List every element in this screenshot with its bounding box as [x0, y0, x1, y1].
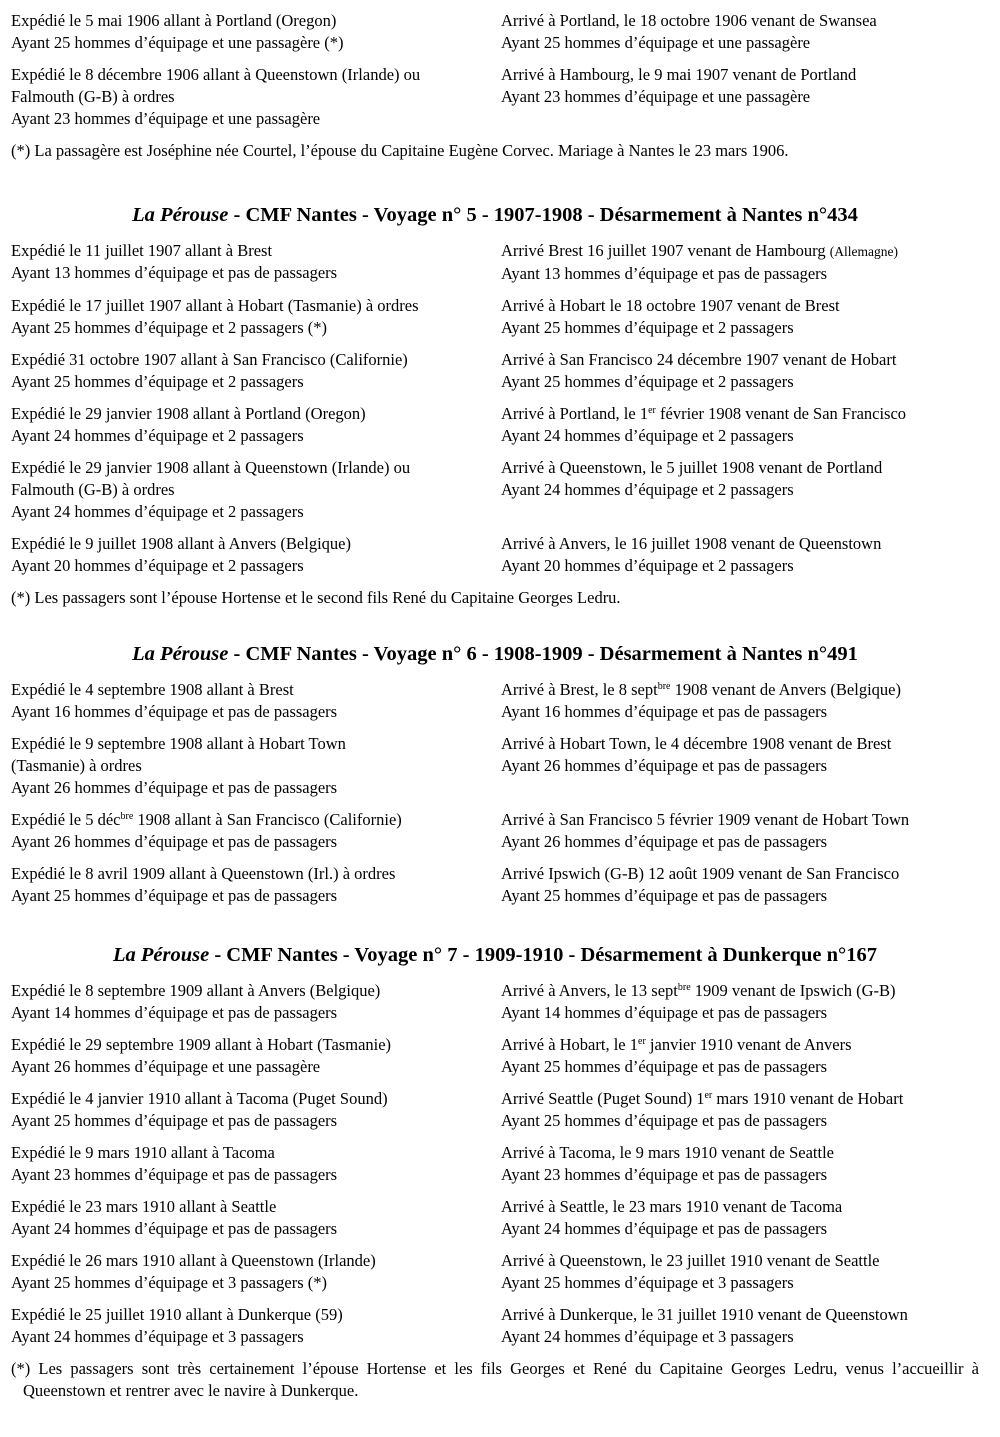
departure-column: [11, 457, 501, 523]
abbrev-superscript: bre: [120, 811, 134, 822]
crew-line: Ayant 24 hommes d’équipage et 2 passagers: [11, 426, 304, 445]
crew-line: Ayant 25 hommes d’équipage et 2 passagers: [501, 372, 794, 391]
voyage-entry: [11, 1088, 979, 1132]
departure-column: [11, 349, 501, 393]
voyage-title-text: - CMF Nantes - Voyage n° 7 - 1909-1910 - Désarmement à Dunkerque n°167: [209, 944, 878, 966]
arrival-column: [501, 809, 979, 853]
abbrev-superscript: bre: [677, 982, 691, 993]
crew-line: Ayant 20 hommes d’équipage et 2 passagers: [11, 556, 304, 575]
departure-text: Expédié le 5 déc: [11, 810, 121, 829]
voyage-entry: [11, 533, 979, 577]
departure-line: Expédié le 29 septembre 1909 allant à Hobart (Tasmanie): [11, 1035, 392, 1054]
departure-line: Expédié le 26 mars 1910 allant à Queenstown (Irlande): [11, 1251, 376, 1270]
arrival-column: [501, 733, 979, 799]
crew-line: Ayant 13 hommes d’équipage et pas de passagers: [501, 264, 828, 283]
voyage-title-text: - CMF Nantes - Voyage n° 5 - 1907-1908 - Désarmement à Nantes n°434: [228, 204, 858, 226]
crew-line: Ayant 25 hommes d’équipage et pas de passagers: [501, 1111, 828, 1130]
voyage-7-section: [11, 942, 979, 1402]
departure-line: Falmouth (G-B) à ordres: [11, 87, 175, 106]
arrival-line: [501, 679, 979, 701]
arrival-text: Arrivé Brest 16 juillet 1907 venant de Hambourg: [501, 241, 830, 260]
voyage-entry: [11, 1250, 979, 1294]
voyage-entry: [11, 457, 979, 523]
voyage-title: [11, 942, 979, 968]
departure-line: Expédié le 8 septembre 1909 allant à Anvers (Belgique): [11, 981, 381, 1000]
voyage-entry: [11, 1304, 979, 1348]
arrival-country: (Allemagne): [829, 244, 898, 259]
crew-line: Ayant 24 hommes d’équipage et pas de passagers: [501, 1219, 828, 1238]
departure-line: Falmouth (G-B) à ordres: [11, 480, 175, 499]
arrival-column: [501, 980, 979, 1024]
departure-line: Expédié le 9 septembre 1908 allant à Hobart Town: [11, 734, 346, 753]
voyage-6-section: [11, 641, 979, 917]
ordinal-superscript: er: [638, 1036, 646, 1047]
arrival-line: [501, 403, 979, 425]
departure-line: [11, 809, 501, 831]
crew-line: Ayant 26 hommes d’équipage et pas de passagers: [11, 778, 338, 797]
arrival-column: [501, 1034, 979, 1078]
voyage-entry: [11, 679, 979, 723]
departure-line: Expédié le 29 janvier 1908 allant à Queenstown (Irlande) ou: [11, 458, 411, 477]
arrival-line: Arrivé Ipswich (G-B) 12 août 1909 venant de San Francisco: [501, 864, 900, 883]
departure-column: [11, 240, 501, 285]
departure-line: Expédié le 23 mars 1910 allant à Seattle: [11, 1197, 277, 1216]
crew-line: Ayant 14 hommes d’équipage et pas de passagers: [501, 1003, 828, 1022]
voyage-4-continuation: [11, 10, 979, 162]
departure-line: Expédié le 25 juillet 1910 allant à Dunkerque (59): [11, 1305, 343, 1324]
voyage-entry: [11, 809, 979, 853]
voyage-entry: [11, 1196, 979, 1240]
crew-line: Ayant 25 hommes d’équipage et pas de passagers: [501, 886, 828, 905]
ship-name: La Pérouse: [132, 204, 229, 226]
departure-column: [11, 1034, 501, 1078]
arrival-line: [501, 1034, 979, 1056]
departure-column: [11, 403, 501, 447]
crew-line: Ayant 26 hommes d’équipage et pas de passagers: [11, 832, 338, 851]
crew-line: Ayant 24 hommes d’équipage et 3 passagers: [11, 1327, 304, 1346]
arrival-column: [501, 1304, 979, 1348]
arrival-line: Arrivé à Seattle, le 23 mars 1910 venant de Tacoma: [501, 1197, 843, 1216]
voyage-title: [11, 202, 979, 228]
arrival-line: Arrivé à Anvers, le 16 juillet 1908 venant de Queenstown: [501, 534, 882, 553]
crew-line: Ayant 26 hommes d’équipage et pas de passagers: [501, 756, 828, 775]
arrival-column: [501, 533, 979, 577]
departure-column: [11, 1196, 501, 1240]
crew-line: Ayant 24 hommes d’équipage et pas de passagers: [11, 1219, 338, 1238]
crew-line: Ayant 23 hommes d’équipage et une passagère: [501, 87, 811, 106]
voyage-entry: [11, 980, 979, 1024]
footnote: (*) Les passagers sont très certainement l’épouse Hortense et les fils Georges et René du Capitaine Georges Ledru, venus l’accueillir à Queenstown et rentrer avec le navire à Dunkerque.: [11, 1359, 979, 1400]
departure-column: [11, 533, 501, 577]
crew-line: Ayant 25 hommes d’équipage et pas de passagers: [11, 1111, 338, 1130]
departure-line: Expédié le 4 septembre 1908 allant à Brest: [11, 680, 294, 699]
arrival-text: 1909 venant de Ipswich (G-B): [690, 981, 896, 1000]
voyage-entry: [11, 295, 979, 339]
arrival-text: janvier 1910 venant de Anvers: [645, 1035, 852, 1054]
departure-column: [11, 1142, 501, 1186]
arrival-text: 1908 venant de Anvers (Belgique): [670, 680, 901, 699]
departure-column: [11, 980, 501, 1024]
crew-line: Ayant 24 hommes d’équipage et 2 passagers: [501, 426, 794, 445]
departure-column: [11, 10, 501, 54]
departure-line: Expédié le 8 avril 1909 allant à Queenstown (Irl.) à ordres: [11, 864, 396, 883]
arrival-line: Arrivé à Dunkerque, le 31 juillet 1910 venant de Queenstown: [501, 1305, 908, 1324]
crew-line: Ayant 25 hommes d’équipage et 3 passagers (*): [11, 1273, 328, 1292]
arrival-text: Arrivé à Hobart, le 1: [501, 1035, 638, 1054]
arrival-column: [501, 295, 979, 339]
crew-line: Ayant 25 hommes d’équipage et une passagère: [501, 33, 811, 52]
arrival-line: Arrivé à Hobart Town, le 4 décembre 1908 venant de Brest: [501, 734, 892, 753]
departure-column: [11, 64, 501, 130]
crew-line: Ayant 25 hommes d’équipage et pas de passagers: [11, 886, 338, 905]
voyage-title: [11, 641, 979, 667]
arrival-text: mars 1910 venant de Hobart: [712, 1089, 904, 1108]
arrival-column: [501, 1142, 979, 1186]
arrival-column: [501, 403, 979, 447]
abbrev-superscript: bre: [657, 681, 671, 692]
arrival-column: [501, 10, 979, 54]
voyage-entry: [11, 403, 979, 447]
arrival-text: Arrivé à Portland, le 1: [501, 404, 649, 423]
arrival-line: [501, 980, 979, 1002]
crew-line: Ayant 16 hommes d’équipage et pas de passagers: [501, 702, 828, 721]
crew-line: Ayant 23 hommes d’équipage et pas de passagers: [11, 1165, 338, 1184]
departure-column: [11, 679, 501, 723]
departure-line: Expédié le 5 mai 1906 allant à Portland (Oregon): [11, 11, 337, 30]
arrival-column: [501, 679, 979, 723]
crew-line: Ayant 24 hommes d’équipage et 3 passagers: [501, 1327, 794, 1346]
arrival-column: [501, 64, 979, 130]
voyage-entry: [11, 349, 979, 393]
arrival-line: Arrivé à Portland, le 18 octobre 1906 venant de Swansea: [501, 11, 877, 30]
voyage-entry: [11, 733, 979, 799]
crew-line: Ayant 26 hommes d’équipage et pas de passagers: [501, 832, 828, 851]
crew-line: Ayant 23 hommes d’équipage et pas de passagers: [501, 1165, 828, 1184]
voyage-entry: [11, 863, 979, 907]
crew-line: Ayant 14 hommes d’équipage et pas de passagers: [11, 1003, 338, 1022]
arrival-text: février 1908 venant de San Francisco: [655, 404, 907, 423]
departure-line: Expédié le 17 juillet 1907 allant à Hobart (Tasmanie) à ordres: [11, 296, 419, 315]
footnote: (*) Les passagers sont l’épouse Hortense et le second fils René du Capitaine Georges Ledru.: [11, 588, 621, 607]
arrival-column: [501, 1196, 979, 1240]
ordinal-superscript: er: [704, 1090, 713, 1101]
crew-line: Ayant 24 hommes d’équipage et 2 passagers: [501, 480, 794, 499]
footnote: (*) La passagère est Joséphine née Courtel, l’épouse du Capitaine Eugène Corvec. Mariage à Nantes le 23 mars 1906.: [11, 141, 789, 160]
arrival-column: [501, 1088, 979, 1132]
arrival-column: [501, 349, 979, 393]
departure-line: Expédié le 29 janvier 1908 allant à Portland (Oregon): [11, 404, 366, 423]
arrival-column: [501, 863, 979, 907]
arrival-text: Arrivé à Anvers, le 13 sept: [501, 981, 678, 1000]
departure-line: Expédié le 4 janvier 1910 allant à Tacoma (Puget Sound): [11, 1089, 388, 1108]
departure-column: [11, 1250, 501, 1294]
arrival-column: [501, 1250, 979, 1294]
arrival-column: [501, 240, 979, 285]
departure-line: Expédié 31 octobre 1907 allant à San Francisco (Californie): [11, 350, 408, 369]
arrival-line: Arrivé à Queenstown, le 5 juillet 1908 venant de Portland: [501, 458, 883, 477]
departure-line: Expédié le 9 juillet 1908 allant à Anvers (Belgique): [11, 534, 351, 553]
arrival-line: Arrivé à Tacoma, le 9 mars 1910 venant de Seattle: [501, 1143, 835, 1162]
departure-line: (Tasmanie) à ordres: [11, 756, 142, 775]
departure-column: [11, 295, 501, 339]
arrival-column: [501, 457, 979, 523]
crew-line: Ayant 26 hommes d’équipage et une passagère: [11, 1057, 321, 1076]
crew-line: Ayant 25 hommes d’équipage et une passagère (*): [11, 33, 344, 52]
arrival-text: Arrivé à Brest, le 8 sept: [501, 680, 658, 699]
crew-line: Ayant 25 hommes d’équipage et pas de passagers: [501, 1057, 828, 1076]
voyage-entry: [11, 1142, 979, 1186]
crew-line: Ayant 25 hommes d’équipage et 2 passagers: [11, 372, 304, 391]
departure-line: Expédié le 9 mars 1910 allant à Tacoma: [11, 1143, 275, 1162]
voyage-5-section: [11, 202, 979, 609]
arrival-line: Arrivé à Hobart le 18 octobre 1907 venant de Brest: [501, 296, 840, 315]
voyage-entry: [11, 64, 979, 130]
voyage-entry: [11, 1034, 979, 1078]
departure-line: Expédié le 8 décembre 1906 allant à Queenstown (Irlande) ou: [11, 65, 421, 84]
crew-line: Ayant 25 hommes d’équipage et 3 passagers: [501, 1273, 794, 1292]
crew-line: Ayant 20 hommes d’équipage et 2 passagers: [501, 556, 794, 575]
ship-name: La Pérouse: [132, 643, 229, 665]
voyage-entry: [11, 10, 979, 54]
arrival-line: [501, 1088, 979, 1110]
departure-text: 1908 allant à San Francisco (Californie): [133, 810, 402, 829]
voyage-title-text: - CMF Nantes - Voyage n° 6 - 1908-1909 - Désarmement à Nantes n°491: [228, 643, 858, 665]
arrival-line: Arrivé à San Francisco 5 février 1909 venant de Hobart Town: [501, 810, 910, 829]
arrival-line: [501, 240, 979, 263]
crew-line: Ayant 24 hommes d’équipage et 2 passagers: [11, 502, 304, 521]
departure-column: [11, 1304, 501, 1348]
ship-name: La Pérouse: [112, 944, 210, 966]
ordinal-superscript: er: [648, 405, 656, 416]
arrival-text: Arrivé Seattle (Puget Sound) 1: [501, 1089, 705, 1108]
departure-column: [11, 733, 501, 799]
departure-column: [11, 809, 501, 853]
departure-line: Expédié le 11 juillet 1907 allant à Brest: [11, 241, 273, 260]
crew-line: Ayant 13 hommes d’équipage et pas de passagers: [11, 263, 338, 282]
departure-column: [11, 863, 501, 907]
crew-line: Ayant 25 hommes d’équipage et 2 passagers (*): [11, 318, 328, 337]
arrival-line: Arrivé à Queenstown, le 23 juillet 1910 venant de Seattle: [501, 1251, 880, 1270]
voyage-entry: [11, 240, 979, 285]
arrival-line: Arrivé à San Francisco 24 décembre 1907 venant de Hobart: [501, 350, 897, 369]
arrival-line: Arrivé à Hambourg, le 9 mai 1907 venant de Portland: [501, 65, 857, 84]
crew-line: Ayant 23 hommes d’équipage et une passagère: [11, 109, 321, 128]
crew-line: Ayant 25 hommes d’équipage et 2 passagers: [501, 318, 794, 337]
crew-line: Ayant 16 hommes d’équipage et pas de passagers: [11, 702, 338, 721]
departure-column: [11, 1088, 501, 1132]
